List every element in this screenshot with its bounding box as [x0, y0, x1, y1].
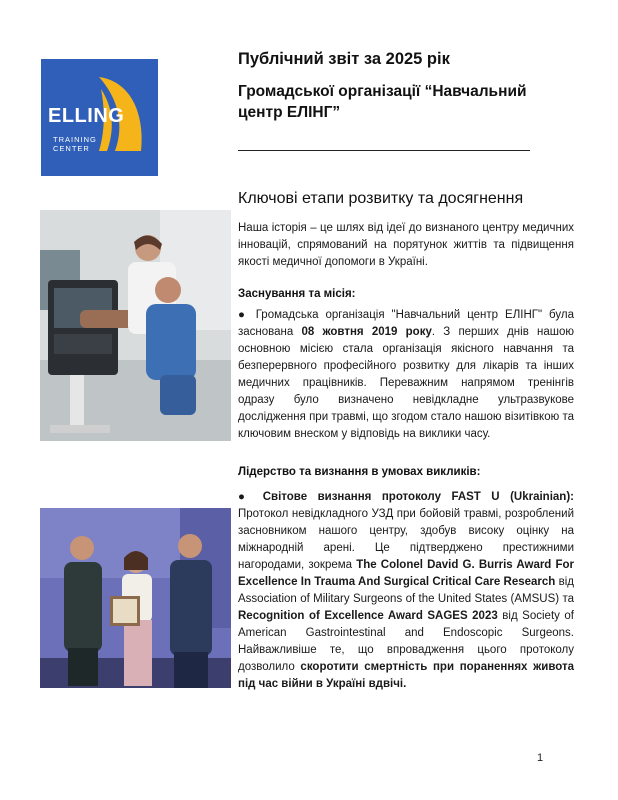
founding-date: 08 жовтня 2019 року	[301, 326, 432, 338]
founding-text-end: . З перших днів нашою основною місією стала організація якісного навчання та безперервного професійного розвитку для лікарів та інших медичних працівників. Переважним напрямом тренінгів одразу було визначено невідкладне ультразвукове дослідження при травмі, що згодом стало нашою візитівкою та ключовим внеском у відповідь на виклики часу.	[238, 326, 575, 440]
founding-paragraph	[238, 307, 574, 443]
logo-wordmark: ELLING	[48, 105, 125, 127]
leadership-paragraph	[238, 489, 574, 693]
ultrasound-training-photo	[40, 210, 231, 441]
leadership-text-1: Протокол невідкладного УЗД при бойовій травмі, розроблений засновником нашого центру, здобув високу оцінку на міжнародній арені. Це підтверджено престижними нагородами, зокрема	[238, 508, 574, 571]
intro-paragraph: Наша історія – це шлях від ідеї до визнаного центру медичних інновацій, спрямований на порятунок життів та підвищення якості медичної допомоги в Україні.	[238, 222, 574, 268]
section-title: Ключові етапи розвитку та досягнення	[238, 190, 524, 207]
logo-subtitle	[53, 135, 97, 153]
page-number: 1	[537, 752, 544, 764]
header-divider	[238, 150, 530, 151]
leadership-text-2: від Association of Military Surgeons of the United States (AMSUS) та	[238, 576, 574, 605]
fast-u-recognition: ● Світове визнання протоколу FAST U (Ukrainian):	[238, 491, 574, 503]
mortality-result: скоротити смертність при пораненнях живота під час війни в Україні вдвічі.	[238, 661, 575, 690]
report-title: Публічний звіт за 2025 рік	[238, 50, 450, 68]
leadership-text-3: від Society of American Gastrointestinal and Endoscopic Surgeons. Найважливіше те, що впровадження цього протоколу дозволило	[238, 610, 575, 673]
elling-logo	[41, 59, 158, 176]
founding-text-start: ● Громадська організація "Навчальний центр ЕЛІНГ" була заснована	[238, 309, 574, 338]
founding-heading: Заснування та місія:	[238, 288, 356, 300]
burris-award: The Colonel David G. Burris Award For Excellence In Trauma And Surgical Critical Care Research	[238, 559, 574, 588]
logo-subtitle-line2: CENTER	[53, 144, 90, 153]
sages-award: Recognition of Excellence Award SAGES 2023	[238, 610, 498, 622]
award-ceremony-photo	[40, 508, 231, 688]
organization-name: Громадської організації “Навчальний центр ЕЛІНГ”	[238, 83, 527, 121]
leadership-heading: Лідерство та визнання в умовах викликів:	[238, 466, 481, 478]
logo-subtitle-line1: TRAINING	[53, 135, 97, 144]
